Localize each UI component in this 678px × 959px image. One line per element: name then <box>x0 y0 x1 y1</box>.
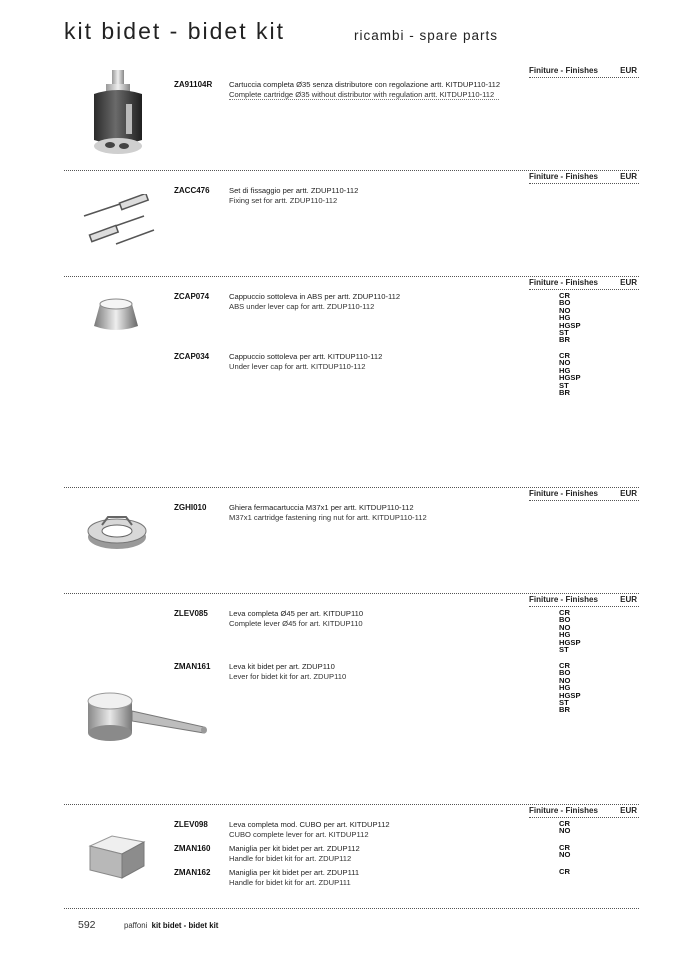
finish-code: ST <box>559 328 569 338</box>
footer-brand <box>124 921 218 930</box>
product-description <box>229 820 519 839</box>
finish-code: BO <box>559 615 571 625</box>
finish-code: ST <box>559 380 569 390</box>
description-en: Complete cartridge Ø35 without distributor with regulation artt. KITDUP110-112 <box>229 89 495 99</box>
brand-name: paffoni <box>124 921 148 930</box>
finish-code: CR <box>559 867 570 876</box>
product-code: ZGHI010 <box>174 503 207 512</box>
finish-codes <box>559 292 581 344</box>
page-subtitle: ricambi - spare parts <box>354 28 499 43</box>
finish-code: CR <box>559 661 570 670</box>
finishes-header <box>529 806 639 818</box>
product-code: ZMAN160 <box>174 844 211 853</box>
finishes-header-label: Finiture - Finishes <box>529 489 598 498</box>
product-code: ZLEV098 <box>174 820 208 829</box>
finish-code: HGSP <box>559 690 581 700</box>
description-it: Cappuccio sottoleva per artt. KITDUP110-112 <box>229 352 383 361</box>
section-cartridge <box>64 66 639 171</box>
section-fixing-set <box>64 172 639 277</box>
product-description <box>229 292 519 311</box>
currency-label: EUR <box>620 278 637 287</box>
finishes-header <box>529 489 639 501</box>
description-it: Cappuccio sottoleva in ABS per artt. ZDUP110-112 <box>229 292 401 301</box>
finish-code: ST <box>559 645 569 655</box>
lever-image <box>86 687 210 747</box>
finish-code: BR <box>559 388 570 398</box>
finish-code: HGSP <box>559 373 581 383</box>
finish-code: NO <box>559 826 571 836</box>
product-description <box>229 80 519 99</box>
product-description <box>229 609 519 628</box>
section-levers <box>64 595 639 805</box>
product-code: ZCAP074 <box>174 292 210 301</box>
finish-code: HGSP <box>559 637 581 647</box>
page-header <box>64 18 644 52</box>
ring-nut-image <box>86 511 148 553</box>
section-cube-levers <box>64 806 639 902</box>
finish-code: NO <box>559 850 571 860</box>
currency-label: EUR <box>620 595 637 604</box>
description-en: Fixing set for artt. ZDUP110-112 <box>229 195 338 205</box>
description-it: Set di fissaggio per artt. ZDUP110-112 <box>229 186 359 195</box>
fixing-set-image <box>80 194 160 250</box>
finish-code: NO <box>559 675 571 685</box>
product-code: ZCAP034 <box>174 352 210 361</box>
currency-label: EUR <box>620 806 637 815</box>
finish-code: HGSP <box>559 320 581 330</box>
description-en: Handle for bidet kit for art. ZDUP112 <box>229 853 352 863</box>
finish-codes <box>559 352 581 396</box>
product-description <box>229 186 519 205</box>
product-code: ZA91104R <box>174 80 213 89</box>
finishes-header <box>529 278 639 290</box>
finish-code: HG <box>559 630 571 640</box>
currency-label: EUR <box>620 172 637 181</box>
section-ring-nut <box>64 489 639 594</box>
description-it: Leva completa mod. CUBO per art. KITDUP112 <box>229 820 390 829</box>
description-en: ABS under lever cap for artt. ZDUP110-112 <box>229 301 375 311</box>
product-code: ZACC476 <box>174 186 210 195</box>
description-it: Leva completa Ø45 per art. KITDUP110 <box>229 609 364 618</box>
finish-code: CR <box>559 819 570 828</box>
page-title: kit bidet - bidet kit <box>64 18 285 44</box>
product-description <box>229 868 519 887</box>
finish-codes <box>559 609 581 653</box>
finishes-header <box>529 66 639 78</box>
finish-code: BR <box>559 705 570 715</box>
description-it: Ghiera fermacartuccia M37x1 per artt. KITDUP110-112 <box>229 503 414 512</box>
description-it: Maniglia per kit bidet per art. ZDUP111 <box>229 868 360 877</box>
product-description <box>229 503 519 522</box>
finish-code: HG <box>559 365 571 375</box>
description-en: Lever for bidet kit for art. ZDUP110 <box>229 671 347 681</box>
description-en: Under lever cap for artt. KITDUP110-112 <box>229 361 366 371</box>
product-description <box>229 844 519 863</box>
product-description <box>229 352 519 371</box>
finish-codes <box>559 868 570 875</box>
divider <box>229 99 499 100</box>
finish-codes <box>559 844 570 859</box>
finishes-header-label: Finiture - Finishes <box>529 278 598 287</box>
page-footer <box>64 908 639 931</box>
description-it: Maniglia per kit bidet per art. ZDUP112 <box>229 844 360 853</box>
finish-code: BO <box>559 668 571 678</box>
description-en: Handle for bidet kit for art. ZDUP111 <box>229 877 351 887</box>
finish-code: HG <box>559 683 571 693</box>
cartridge-image <box>86 70 150 158</box>
finish-code: BR <box>559 335 570 345</box>
finish-code: CR <box>559 843 570 852</box>
description-it: Leva kit bidet per art. ZDUP110 <box>229 662 335 671</box>
finish-code: CR <box>559 351 570 360</box>
currency-label: EUR <box>620 66 637 75</box>
finish-code: HG <box>559 313 571 323</box>
footer-section-title: kit bidet - bidet kit <box>151 921 219 930</box>
finish-code: CR <box>559 608 570 617</box>
finish-code: NO <box>559 622 571 632</box>
finishes-header-label: Finiture - Finishes <box>529 66 598 75</box>
currency-label: EUR <box>620 489 637 498</box>
finishes-header-label: Finiture - Finishes <box>529 806 598 815</box>
finishes-header <box>529 595 639 607</box>
section-lever-caps <box>64 278 639 488</box>
finishes-header-label: Finiture - Finishes <box>529 595 598 604</box>
finish-code: NO <box>559 305 571 315</box>
finishes-header <box>529 172 639 184</box>
page-number: 592 <box>78 919 96 931</box>
finish-codes <box>559 662 581 714</box>
product-code: ZLEV085 <box>174 609 208 618</box>
finish-code: BO <box>559 298 571 308</box>
finish-code: CR <box>559 291 570 300</box>
lever-cap-image <box>88 294 144 334</box>
description-en: CUBO complete lever for art. KITDUP112 <box>229 829 369 839</box>
product-description <box>229 662 519 681</box>
product-code: ZMAN162 <box>174 868 211 877</box>
finish-codes <box>559 820 570 835</box>
finish-code: NO <box>559 358 571 368</box>
cube-lever-image <box>86 832 148 880</box>
description-it: Cartuccia completa Ø35 senza distributore con regolazione artt. KITDUP110-112 <box>229 80 501 89</box>
description-en: M37x1 cartridge fastening ring nut for artt. KITDUP110-112 <box>229 512 427 522</box>
product-code: ZMAN161 <box>174 662 211 671</box>
finishes-header-label: Finiture - Finishes <box>529 172 598 181</box>
description-en: Complete lever Ø45 for art. KITDUP110 <box>229 618 363 628</box>
finish-code: ST <box>559 698 569 708</box>
